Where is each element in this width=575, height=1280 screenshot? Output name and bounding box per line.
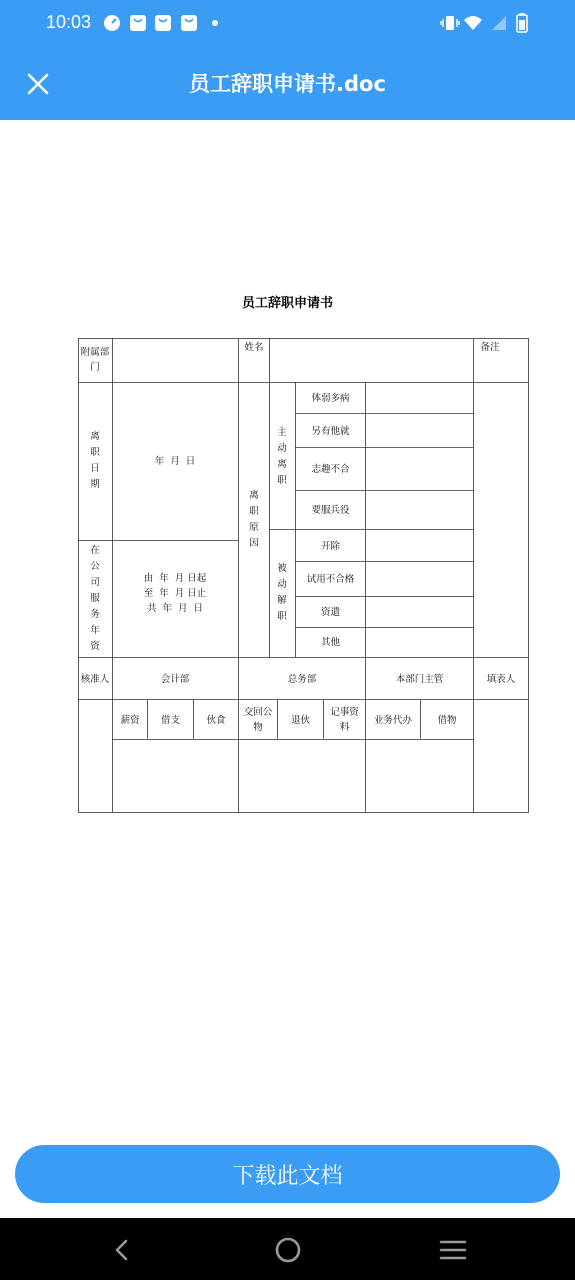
app-bar bbox=[0, 48, 575, 120]
remark-label: 备注 bbox=[480, 341, 500, 353]
home-button[interactable] bbox=[270, 1232, 306, 1268]
service-from: 由 年 月 日起 bbox=[143, 572, 207, 584]
name-label: 姓名 bbox=[244, 341, 264, 353]
voluntary-reason-item: 另有他就 bbox=[311, 425, 350, 437]
passive-label: 被动解职 bbox=[277, 563, 287, 622]
service-to: 至 年 月 日止 bbox=[143, 587, 207, 599]
speedometer-icon bbox=[102, 13, 122, 33]
dept-item: 借物 bbox=[437, 714, 457, 726]
leave-date-field[interactable]: 年 月 日 bbox=[154, 455, 196, 467]
name-field[interactable] bbox=[271, 340, 471, 380]
back-icon bbox=[112, 1238, 132, 1262]
service-total: 共 年 月 日 bbox=[146, 602, 204, 614]
reason-label: 离职原因 bbox=[249, 489, 259, 549]
battery-icon bbox=[512, 13, 532, 33]
accounting-label: 会计部 bbox=[160, 673, 190, 685]
general-item: 退伙 bbox=[290, 714, 310, 726]
download-button[interactable]: 下载此文档 bbox=[15, 1145, 560, 1203]
general-item: 交回公物 bbox=[243, 707, 273, 733]
accounting-item: 借支 bbox=[160, 714, 180, 726]
menu-icon bbox=[439, 1238, 467, 1262]
menu-button[interactable] bbox=[435, 1232, 471, 1268]
dot-icon bbox=[205, 13, 225, 33]
passive-reason-item: 其他 bbox=[320, 637, 340, 648]
passive-reason-item: 资遣 bbox=[320, 607, 340, 618]
wifi-icon bbox=[463, 13, 483, 33]
service-years-label: 在公司服务年资 bbox=[90, 544, 100, 652]
voluntary-reason-item: 要服兵役 bbox=[311, 505, 350, 516]
dept-item: 业务代办 bbox=[373, 714, 412, 726]
general-affairs-label: 总务部 bbox=[287, 673, 317, 685]
voluntary-reason-item: 体弱多病 bbox=[311, 393, 350, 404]
navigation-bar bbox=[0, 1218, 575, 1280]
document-viewer[interactable] bbox=[0, 120, 575, 1120]
accounting-item: 伙食 bbox=[206, 714, 226, 726]
dept-field[interactable] bbox=[114, 340, 236, 380]
general-item: 记事资料 bbox=[330, 707, 359, 733]
status-time: 10:03 bbox=[46, 12, 92, 32]
passive-reason-item: 开除 bbox=[320, 540, 340, 552]
back-button[interactable] bbox=[104, 1232, 140, 1268]
shopping-bag-icon bbox=[179, 13, 199, 33]
form-title: 员工辞职申请书 bbox=[241, 296, 333, 311]
dept-label: 附属部门 bbox=[80, 347, 110, 373]
shopping-bag-icon bbox=[128, 13, 148, 33]
leave-date-label: 离职日期 bbox=[90, 431, 100, 490]
status-bar bbox=[0, 0, 575, 48]
filler-label: 填表人 bbox=[486, 673, 516, 685]
approver-label: 核准人 bbox=[80, 673, 110, 685]
accounting-item: 薪资 bbox=[120, 714, 140, 726]
document-title: 员工辞职申请书.doc bbox=[189, 72, 386, 96]
signal-icon bbox=[489, 13, 509, 33]
shopping-bag-icon bbox=[153, 13, 173, 33]
voluntary-reason-item: 志趣不合 bbox=[311, 464, 350, 475]
voluntary-label: 主动离职 bbox=[277, 426, 287, 486]
passive-reason-item: 试用不合格 bbox=[306, 574, 355, 585]
dept-manager-label: 本部门主管 bbox=[395, 673, 444, 685]
vibrate-icon bbox=[440, 13, 460, 33]
home-icon bbox=[274, 1236, 302, 1264]
